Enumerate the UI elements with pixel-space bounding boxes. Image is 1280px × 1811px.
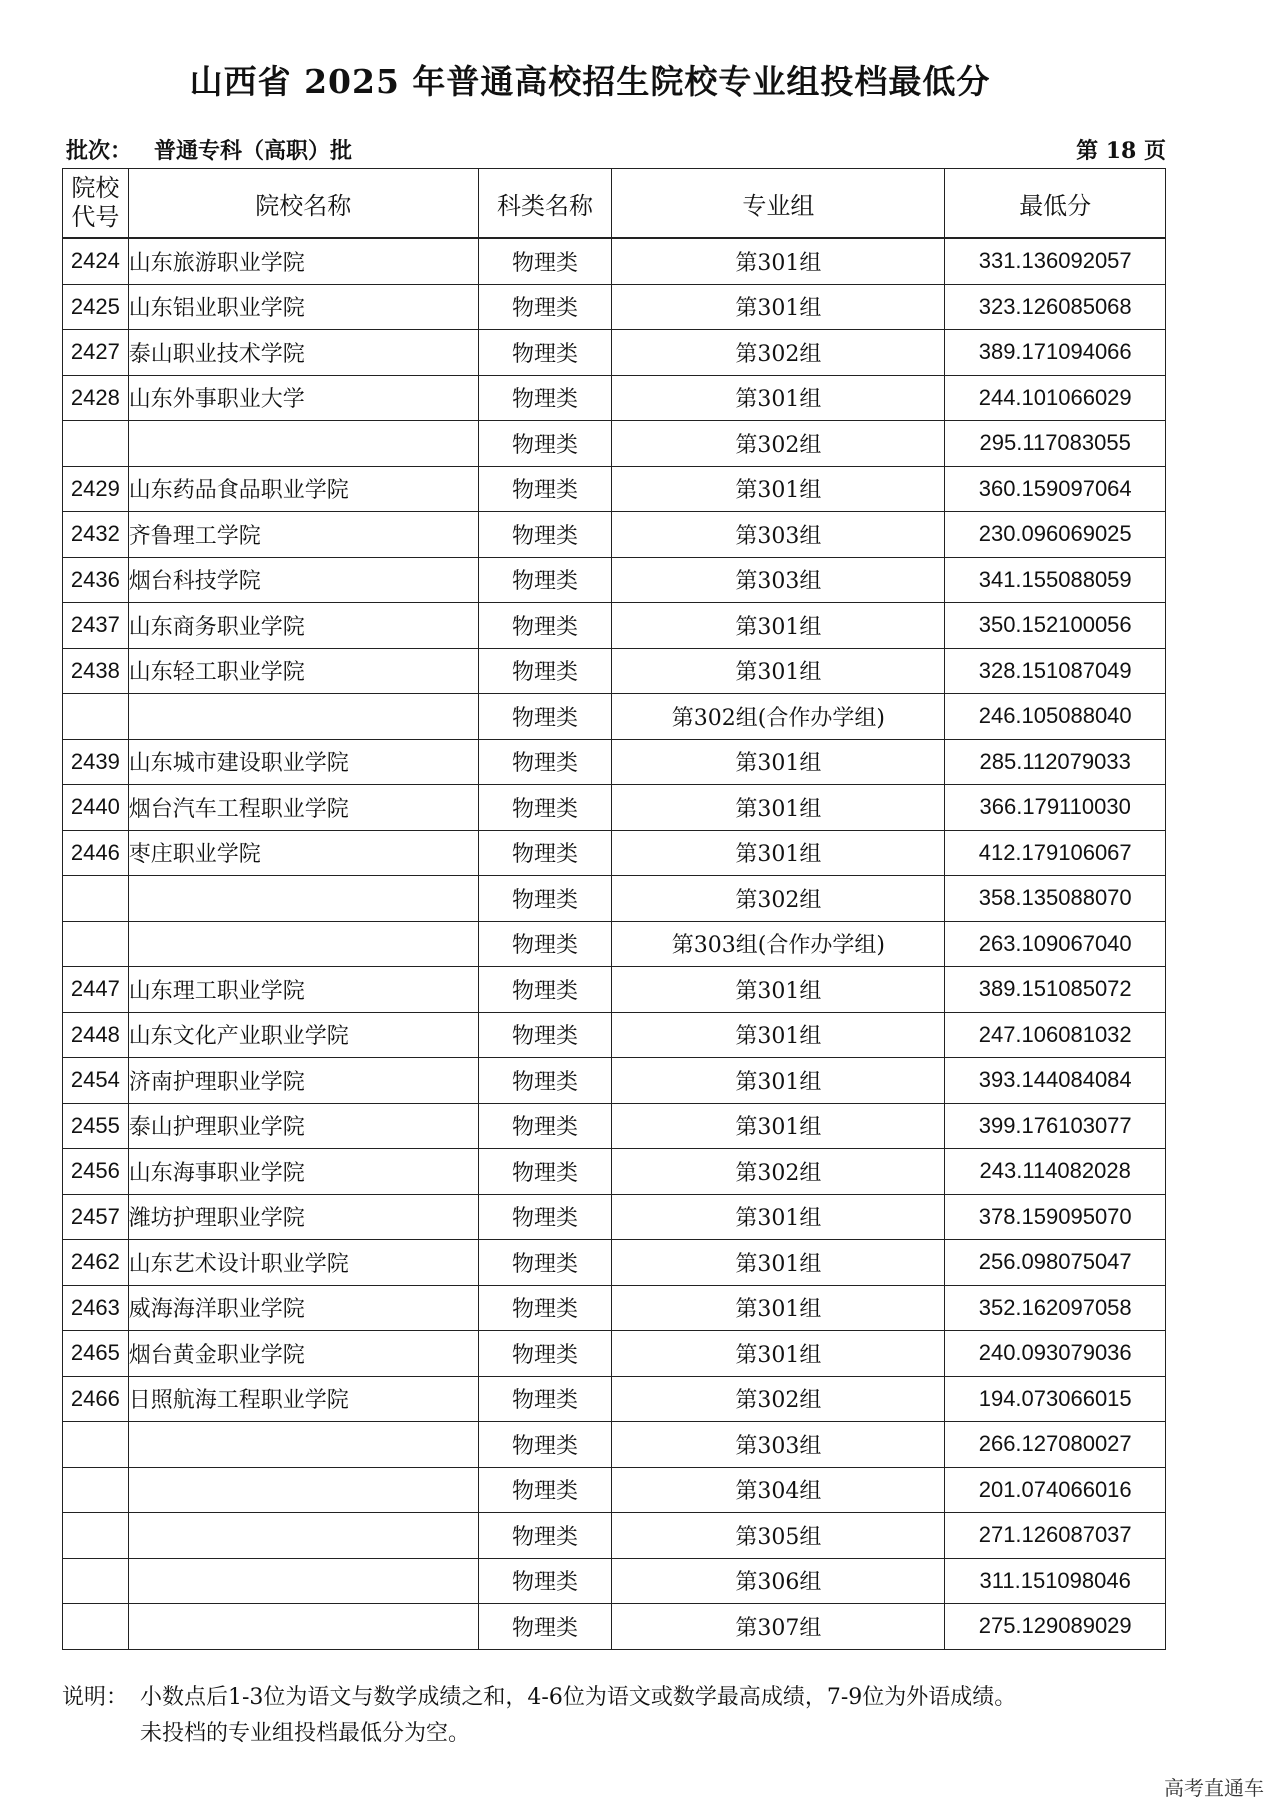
cell-name: 齐鲁理工学院 xyxy=(128,512,478,558)
table-row xyxy=(63,1058,1166,1104)
cell-subject: 物理类 xyxy=(478,648,612,694)
cell-score: 366.179110030 xyxy=(945,785,1166,831)
cell-subject: 物理类 xyxy=(478,330,612,376)
table-header-row xyxy=(63,169,1166,239)
cell-code: 2465 xyxy=(63,1331,129,1377)
table-row xyxy=(63,238,1166,284)
cell-score: 352.162097058 xyxy=(945,1285,1166,1331)
cell-name: 泰山护理职业学院 xyxy=(128,1103,478,1149)
cell-score: 247.106081032 xyxy=(945,1012,1166,1058)
cell-group: 第301组 xyxy=(612,967,945,1013)
cell-name: 烟台科技学院 xyxy=(128,557,478,603)
header-code xyxy=(63,169,129,239)
cell-subject: 物理类 xyxy=(478,1012,612,1058)
watermark-text: 高考直通车 xyxy=(1164,1776,1264,1800)
table-row xyxy=(63,1194,1166,1240)
cell-code: 2437 xyxy=(63,603,129,649)
cell-score: 285.112079033 xyxy=(945,739,1166,785)
table-row xyxy=(63,421,1166,467)
table-row xyxy=(63,1331,1166,1377)
cell-score: 201.074066016 xyxy=(945,1467,1166,1513)
cell-code xyxy=(63,1467,129,1513)
cell-code: 2432 xyxy=(63,512,129,558)
cell-group: 第301组 xyxy=(612,1194,945,1240)
cell-subject: 物理类 xyxy=(478,1604,612,1650)
cell-score: 389.151085072 xyxy=(945,967,1166,1013)
cell-group: 第302组(合作办学组) xyxy=(612,694,945,740)
cell-group: 第306组 xyxy=(612,1558,945,1604)
cell-name: 山东艺术设计职业学院 xyxy=(128,1240,478,1286)
cell-code: 2425 xyxy=(63,284,129,330)
cell-name: 山东海事职业学院 xyxy=(128,1149,478,1195)
cell-group: 第303组 xyxy=(612,557,945,603)
header-code-line2: 代号 xyxy=(71,203,120,231)
cell-group: 第301组 xyxy=(612,1331,945,1377)
cell-name xyxy=(128,1422,478,1468)
cell-code: 2462 xyxy=(63,1240,129,1286)
cell-subject: 物理类 xyxy=(478,830,612,876)
cell-group: 第301组 xyxy=(612,375,945,421)
table-row xyxy=(63,1285,1166,1331)
cell-code xyxy=(63,1422,129,1468)
cell-subject: 物理类 xyxy=(478,1194,612,1240)
header-score: 最低分 xyxy=(945,169,1166,239)
cell-group: 第301组 xyxy=(612,1058,945,1104)
page-title: 山西省 2025 年普通高校招生院校专业组投档最低分 xyxy=(189,62,991,101)
cell-score: 256.098075047 xyxy=(945,1240,1166,1286)
cell-code xyxy=(63,1513,129,1559)
cell-group: 第303组(合作办学组) xyxy=(612,921,945,967)
cell-score: 266.127080027 xyxy=(945,1422,1166,1468)
cell-score: 378.159095070 xyxy=(945,1194,1166,1240)
cell-score: 230.096069025 xyxy=(945,512,1166,558)
cell-name: 烟台汽车工程职业学院 xyxy=(128,785,478,831)
cell-name: 山东药品食品职业学院 xyxy=(128,466,478,512)
cell-subject: 物理类 xyxy=(478,1285,612,1331)
table-row xyxy=(63,375,1166,421)
cell-group: 第301组 xyxy=(612,1012,945,1058)
cell-score: 412.179106067 xyxy=(945,830,1166,876)
table-row xyxy=(63,1513,1166,1559)
cell-subject: 物理类 xyxy=(478,238,612,284)
header-group: 专业组 xyxy=(612,169,945,239)
table-row xyxy=(63,785,1166,831)
cell-subject: 物理类 xyxy=(478,1558,612,1604)
cell-group: 第301组 xyxy=(612,648,945,694)
cell-code: 2447 xyxy=(63,967,129,1013)
cell-group: 第301组 xyxy=(612,466,945,512)
cell-subject: 物理类 xyxy=(478,603,612,649)
cell-name: 烟台黄金职业学院 xyxy=(128,1331,478,1377)
cell-group: 第307组 xyxy=(612,1604,945,1650)
table-row xyxy=(63,1604,1166,1650)
header-name: 院校名称 xyxy=(128,169,478,239)
table-row xyxy=(63,512,1166,558)
cell-subject: 物理类 xyxy=(478,512,612,558)
cell-group: 第302组 xyxy=(612,1149,945,1195)
cell-score: 243.114082028 xyxy=(945,1149,1166,1195)
cell-name xyxy=(128,694,478,740)
cell-name: 潍坊护理职业学院 xyxy=(128,1194,478,1240)
table-row xyxy=(63,739,1166,785)
cell-code: 2463 xyxy=(63,1285,129,1331)
cell-score: 240.093079036 xyxy=(945,1331,1166,1377)
cell-code xyxy=(63,421,129,467)
cell-name xyxy=(128,1604,478,1650)
cell-score: 244.101066029 xyxy=(945,375,1166,421)
cell-group: 第302组 xyxy=(612,421,945,467)
scores-table xyxy=(62,168,1166,1650)
cell-subject: 物理类 xyxy=(478,1467,612,1513)
cell-subject: 物理类 xyxy=(478,421,612,467)
cell-name: 山东文化产业职业学院 xyxy=(128,1012,478,1058)
cell-subject: 物理类 xyxy=(478,921,612,967)
cell-score: 399.176103077 xyxy=(945,1103,1166,1149)
cell-subject: 物理类 xyxy=(478,739,612,785)
cell-score: 246.105088040 xyxy=(945,694,1166,740)
table-row xyxy=(63,330,1166,376)
table-row xyxy=(63,1240,1166,1286)
table-row xyxy=(63,1012,1166,1058)
cell-score: 275.129089029 xyxy=(945,1604,1166,1650)
table-row xyxy=(63,557,1166,603)
cell-name: 枣庄职业学院 xyxy=(128,830,478,876)
table-row xyxy=(63,1558,1166,1604)
cell-subject: 物理类 xyxy=(478,694,612,740)
table-row xyxy=(63,694,1166,740)
cell-score: 350.152100056 xyxy=(945,603,1166,649)
cell-score: 331.136092057 xyxy=(945,238,1166,284)
cell-code: 2448 xyxy=(63,1012,129,1058)
cell-score: 311.151098046 xyxy=(945,1558,1166,1604)
cell-score: 194.073066015 xyxy=(945,1376,1166,1422)
cell-group: 第301组 xyxy=(612,1285,945,1331)
cell-score: 393.144084084 xyxy=(945,1058,1166,1104)
cell-subject: 物理类 xyxy=(478,785,612,831)
cell-name: 山东旅游职业学院 xyxy=(128,238,478,284)
cell-score: 323.126085068 xyxy=(945,284,1166,330)
cell-code: 2439 xyxy=(63,739,129,785)
table-row xyxy=(63,648,1166,694)
cell-subject: 物理类 xyxy=(478,1240,612,1286)
cell-group: 第301组 xyxy=(612,785,945,831)
cell-code: 2427 xyxy=(63,330,129,376)
cell-group: 第301组 xyxy=(612,1240,945,1286)
batch-value: 普通专科（高职）批 xyxy=(154,138,353,164)
table-row xyxy=(63,603,1166,649)
cell-group: 第304组 xyxy=(612,1467,945,1513)
cell-score: 271.126087037 xyxy=(945,1513,1166,1559)
table-row xyxy=(63,284,1166,330)
cell-name xyxy=(128,1513,478,1559)
cell-subject: 物理类 xyxy=(478,1331,612,1377)
cell-score: 328.151087049 xyxy=(945,648,1166,694)
cell-score: 263.109067040 xyxy=(945,921,1166,967)
cell-name: 山东城市建设职业学院 xyxy=(128,739,478,785)
cell-name: 济南护理职业学院 xyxy=(128,1058,478,1104)
table-row xyxy=(63,1422,1166,1468)
cell-code: 2424 xyxy=(63,238,129,284)
header-code-line1: 院校 xyxy=(71,174,120,202)
cell-code: 2446 xyxy=(63,830,129,876)
table-row xyxy=(63,1467,1166,1513)
table-row xyxy=(63,967,1166,1013)
cell-name xyxy=(128,921,478,967)
cell-code: 2440 xyxy=(63,785,129,831)
cell-name: 日照航海工程职业学院 xyxy=(128,1376,478,1422)
cell-code: 2436 xyxy=(63,557,129,603)
cell-subject: 物理类 xyxy=(478,1513,612,1559)
cell-subject: 物理类 xyxy=(478,466,612,512)
cell-name: 山东轻工职业学院 xyxy=(128,648,478,694)
footnote-label: 说明： xyxy=(62,1685,129,1710)
cell-subject: 物理类 xyxy=(478,967,612,1013)
cell-group: 第301组 xyxy=(612,1103,945,1149)
cell-code: 2428 xyxy=(63,375,129,421)
cell-score: 295.117083055 xyxy=(945,421,1166,467)
batch-label: 批次： xyxy=(66,138,133,164)
table-row xyxy=(63,921,1166,967)
cell-group: 第303组 xyxy=(612,1422,945,1468)
table-row xyxy=(63,1103,1166,1149)
cell-group: 第303组 xyxy=(612,512,945,558)
cell-name xyxy=(128,421,478,467)
cell-name: 泰山职业技术学院 xyxy=(128,330,478,376)
table-row xyxy=(63,1376,1166,1422)
table-row xyxy=(63,876,1166,922)
cell-code: 2457 xyxy=(63,1194,129,1240)
cell-code xyxy=(63,1604,129,1650)
cell-code: 2455 xyxy=(63,1103,129,1149)
cell-name: 威海海洋职业学院 xyxy=(128,1285,478,1331)
cell-score: 360.159097064 xyxy=(945,466,1166,512)
cell-name: 山东商务职业学院 xyxy=(128,603,478,649)
cell-score: 389.171094066 xyxy=(945,330,1166,376)
cell-code: 2466 xyxy=(63,1376,129,1422)
cell-name: 山东铝业职业学院 xyxy=(128,284,478,330)
header-subject: 科类名称 xyxy=(478,169,612,239)
cell-group: 第301组 xyxy=(612,830,945,876)
cell-subject: 物理类 xyxy=(478,1103,612,1149)
table-row xyxy=(63,466,1166,512)
cell-code: 2429 xyxy=(63,466,129,512)
cell-subject: 物理类 xyxy=(478,876,612,922)
cell-code: 2438 xyxy=(63,648,129,694)
cell-code xyxy=(63,876,129,922)
footnote-line2: 未投档的专业组投档最低分为空。 xyxy=(140,1721,471,1746)
cell-group: 第301组 xyxy=(612,603,945,649)
cell-group: 第302组 xyxy=(612,1376,945,1422)
footnote-line1: 小数点后1-3位为语文与数学成绩之和，4-6位为语文或数学最高成绩，7-9位为外语成绩。 xyxy=(140,1685,1017,1710)
table-row xyxy=(63,1149,1166,1195)
cell-group: 第301组 xyxy=(612,739,945,785)
table-row xyxy=(63,830,1166,876)
cell-subject: 物理类 xyxy=(478,1149,612,1195)
cell-code: 2456 xyxy=(63,1149,129,1195)
cell-name xyxy=(128,876,478,922)
cell-code xyxy=(63,921,129,967)
cell-code: 2454 xyxy=(63,1058,129,1104)
cell-name xyxy=(128,1558,478,1604)
cell-group: 第302组 xyxy=(612,876,945,922)
batch-header xyxy=(62,134,1166,168)
cell-group: 第301组 xyxy=(612,284,945,330)
cell-group: 第305组 xyxy=(612,1513,945,1559)
cell-subject: 物理类 xyxy=(478,1376,612,1422)
cell-name: 山东外事职业大学 xyxy=(128,375,478,421)
cell-code xyxy=(63,694,129,740)
cell-code xyxy=(63,1558,129,1604)
cell-score: 341.155088059 xyxy=(945,557,1166,603)
cell-group: 第301组 xyxy=(612,238,945,284)
cell-name xyxy=(128,1467,478,1513)
page-number: 第 18 页 xyxy=(1076,138,1166,164)
cell-subject: 物理类 xyxy=(478,375,612,421)
cell-group: 第302组 xyxy=(612,330,945,376)
cell-score: 358.135088070 xyxy=(945,876,1166,922)
cell-subject: 物理类 xyxy=(478,1422,612,1468)
cell-subject: 物理类 xyxy=(478,557,612,603)
cell-subject: 物理类 xyxy=(478,284,612,330)
cell-subject: 物理类 xyxy=(478,1058,612,1104)
cell-name: 山东理工职业学院 xyxy=(128,967,478,1013)
